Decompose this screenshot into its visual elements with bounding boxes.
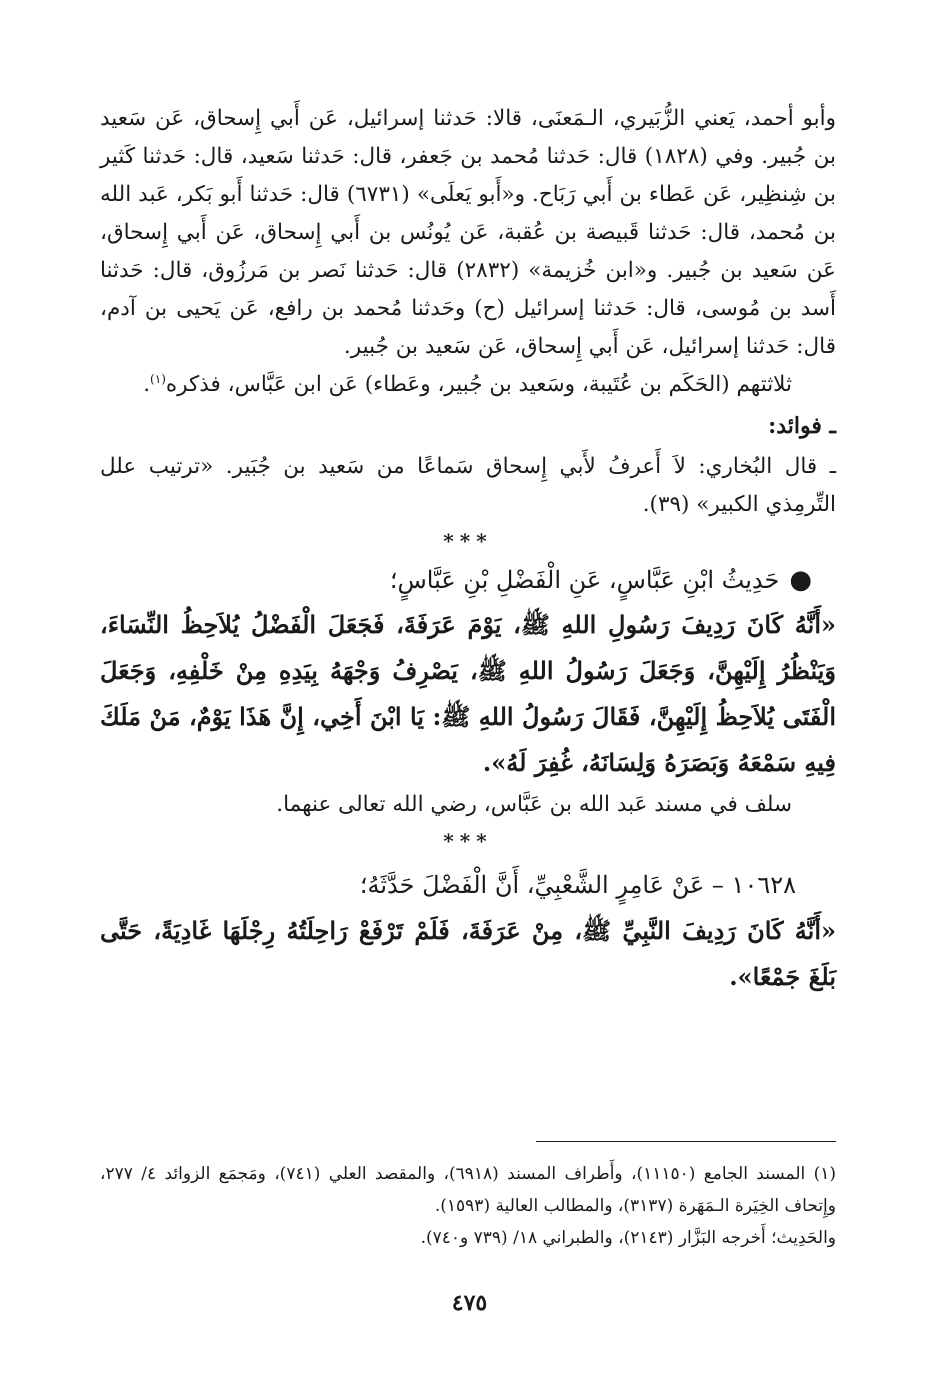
page-body xyxy=(100,100,836,1000)
separator-stars-2: *** xyxy=(443,829,493,853)
salaf-note: سلف في مسند عَبد الله بن عَبَّاس، رضي الله تعالى عنهما. xyxy=(276,792,792,817)
isnad-paragraph: وأبو أحمد، يَعني الزُّبَيري، الـمَعنَى، قالا: حَدثنا إسرائيل، عَن أَبي إِسحاق، عَن سَعيد بن جُبير. وفي (١٨٢٨) قال: حَدثنا مُحمد بن جَعفر، قال: حَدثنا سَعيد، قال: حَدثنا كَثير بن شِنظِير، عَن عَطاء بن أَبي رَبَاح. و«أَبو يَعلَى» (٦٧٣١) قال: حَدثنا أَبو بَكر، عَبد الله بن مُحمد، قال: حَدثنا قَبيصة بن عُقبة، عَن يُونُس بن أَبي إِسحاق، عَن أَبي إِسحاق، عَن سَعيد بن جُبير. و«ابن خُزيمة» (٢٨٣٢) قال: حَدثنا نَصر بن مَرزُوق، قال: حَدثنا أَسد بن مُوسى، قال: حَدثنا إسرائيل (ح) وحَدثنا مُحمد بن رافع، عَن يَحيى بن آدم، قال: حَدثنا إسرائيل، عَن أَبي إِسحاق، عَن سَعيد بن جُبير. xyxy=(100,106,836,359)
footnote-2: والحَدِيث؛ أَخرجه البَزَّار (٢١٤٣)، والطبراني ١٨/ (٧٣٩ و٧٤٠). xyxy=(420,1228,836,1248)
hadith-2-title: عَنْ عَامِرٍ الشَّعْبِيِّ، أَنَّ الْفَضْلَ حَدَّثَهُ؛ xyxy=(359,871,705,899)
fawaid-heading: ـ فوائد: xyxy=(768,413,836,439)
hadith-heading xyxy=(100,558,836,602)
fawaid-text: ـ قال البُخاري: لاَ أَعرفُ لأَبي إِسحاق سَماعًا من سَعيد بن جُبَير. «ترتيب علل التِّرمِذي الكبير» (٣٩). xyxy=(100,454,836,517)
hadith-2-heading: ١٠٦٢٨ – عَنْ عَامِرٍ الشَّعْبِيِّ، أَنَّ الْفَضْلَ حَدَّثَهُ؛ xyxy=(359,871,796,899)
page-number: ٤٧٥ xyxy=(451,1290,488,1316)
footnote-divider xyxy=(536,1141,836,1142)
summary-paragraph: ثلاثتهم (الحَكَم بن عُتَيبة، وسَعيد بن جُبير، وعَطاء) عَن ابن عَبَّاس، فذكره$^{(١)}$. xyxy=(143,371,792,397)
hadith-number: ١٠٦٢٨ xyxy=(731,871,796,899)
hadith-title: حَدِيثُ ابْنِ عَبَّاسٍ، عَنِ الْفَضْلِ بْنِ عَبَّاسٍ؛ xyxy=(389,566,780,594)
hadith-matn: «أَنَّهُ كَانَ رَدِيفَ رَسُولِ اللهِ ﷺ، يَوْمَ عَرَفَةَ، فَجَعَلَ الْفَضْلُ يُلاَحِظُ النِّسَاءَ، وَيَنْظُرُ إِلَيْهِنَّ، وَجَعَلَ رَسُولُ اللهِ ﷺ، يَصْرِفُ وَجْهَهُ بِيَدِهِ مِنْ خَلْفِهِ، وَجَعَلَ الْفَتَى يُلاَحِظُ إِلَيْهِنَّ، فَقَالَ رَسُولُ اللهِ ﷺ: يَا ابْنَ أَخِي، إِنَّ هَذَا يَوْمٌ، مَنْ مَلَكَ فِيهِ سَمْعَهُ وَبَصَرَهُ وَلِسَانَهُ، غُفِرَ لَهُ». xyxy=(100,610,836,777)
footnote-marker[interactable]: (١) xyxy=(150,371,166,386)
hadith-2-matn: «أَنَّهُ كَانَ رَدِيفَ النَّبِيِّ ﷺ، مِنْ عَرَفَةَ، فَلَمْ تَرْفَعْ رَاحِلَتُهُ رِجْلَهَا غَادِيَةً، حَتَّى بَلَغَ جَمْعًا». xyxy=(100,916,836,991)
separator-stars: *** xyxy=(443,529,493,553)
footnotes xyxy=(100,1158,836,1254)
bullet-icon: ● xyxy=(789,565,812,595)
footnote-1: (١) المسند الجامع (١١١٥٠)، وأَطراف المسند (٦٩١٨)، والمقصد العلي (٧٤١)، ومَجمَع الزوائد ٤/ ٢٧٧، وإِتحاف الخِيَرة الـمَهَرة (٣١٣٧)، والمطالب العالية (١٥٩٣). xyxy=(100,1164,837,1216)
summary-text: ثلاثتهم (الحَكَم بن عُتَيبة، وسَعيد بن جُبير، وعَطاء) عَن ابن عَبَّاس، فذكره xyxy=(165,372,792,397)
